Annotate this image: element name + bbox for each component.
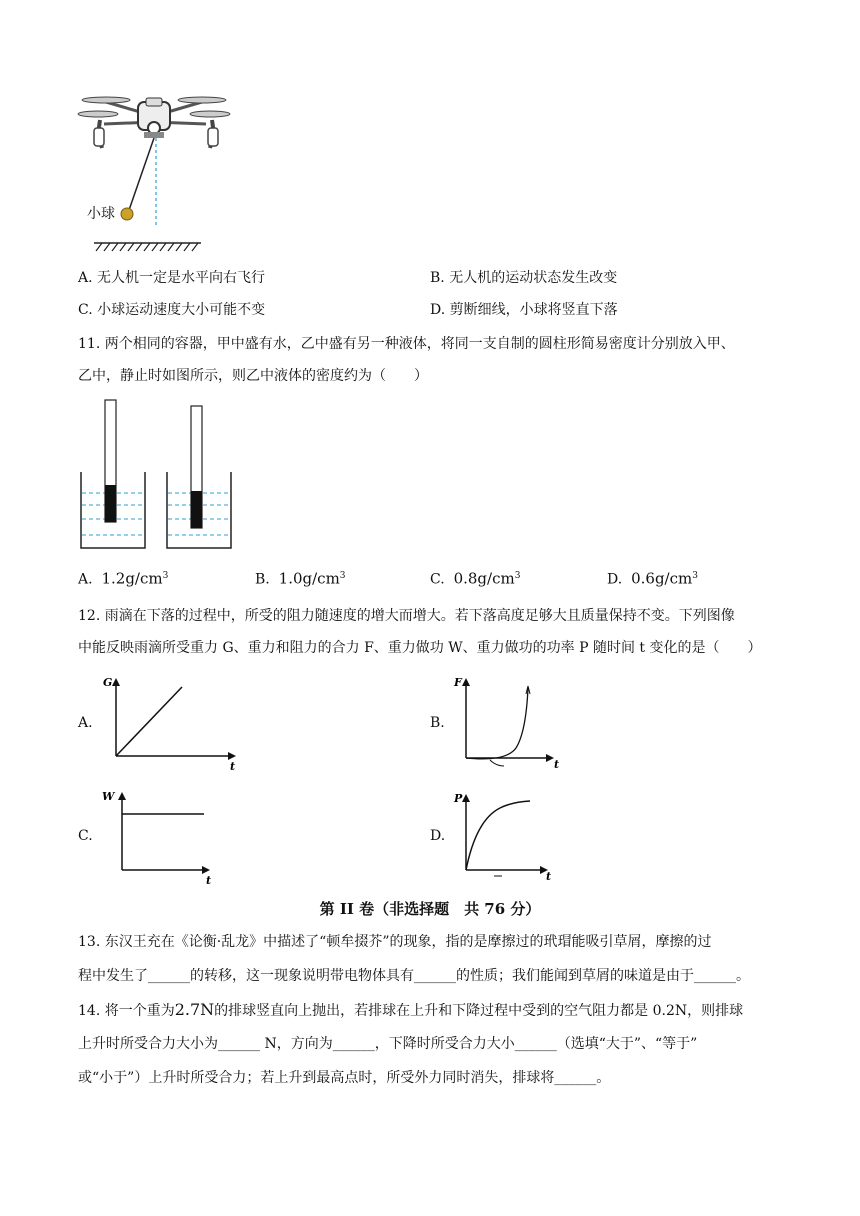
q11-stem-line2: 乙中，静止时如图所示，则乙中液体的密度约为（ ）: [78, 368, 428, 384]
q12-option-a-label[interactable]: A.: [78, 715, 93, 731]
graph-a-y-label: G: [103, 676, 113, 689]
graph-b-y-label: F: [454, 676, 462, 689]
q11-option-c[interactable]: C. $0.8g/cm^3$: [430, 569, 521, 588]
q10-option-d[interactable]: D. 剪断细线，小球将竖直下落: [430, 302, 618, 318]
q12-graph-c[interactable]: [98, 784, 218, 886]
graph-d-curve: [466, 801, 530, 870]
q13-line2: 程中发生了______的转移，这一现象说明带电物体具有______的性质；我们能闻到草屑的味道是由于______。: [78, 968, 750, 984]
q10-option-c[interactable]: C. 小球运动速度大小可能不变: [78, 302, 266, 318]
q12-option-b-label[interactable]: B.: [430, 715, 445, 731]
graph-c-y-label: W: [102, 790, 115, 803]
q12-stem-line2: 中能反映雨滴所受重力 G、重力和阻力的合力 F、重力做功 W、重力做功的功率 P 随时间 t 变化的是（ ）: [78, 640, 762, 656]
graph-d-y-label: P: [454, 792, 463, 805]
q10-option-b[interactable]: B. 无人机的运动状态发生改变: [430, 270, 618, 286]
q14-line3: 或“小于”）上升时所受合力；若上升到最高点时，所受外力同时消失，排球将______。: [78, 1070, 611, 1086]
container-jia: [81, 400, 145, 548]
q11-option-b[interactable]: B. $1.0g/cm^3$: [255, 569, 346, 588]
q12-graph-a[interactable]: [98, 672, 243, 772]
small-ball: [121, 208, 133, 220]
graph-b-curve: [466, 688, 528, 759]
q11-stem-line1: 11. 两个相同的容器，甲中盛有水，乙中盛有另一种液体，将同一支自制的圆柱形简易密度计分别放入甲、: [78, 336, 735, 352]
q12-option-d-label[interactable]: D.: [430, 828, 446, 844]
string-line: [128, 138, 154, 213]
graph-c-x-label: t: [206, 874, 212, 886]
ball-label: 小球: [87, 206, 115, 222]
graph-d-x-label: t: [546, 870, 552, 883]
graph-a-curve: [116, 687, 182, 756]
section-title: 第 II 卷（非选择题 共 76 分）: [319, 900, 541, 918]
q12-option-c-label[interactable]: C.: [78, 828, 93, 844]
q12-stem-line1: 12. 雨滴在下落的过程中，所受的阻力随速度的增大而增大。若下落高度足够大且质量保持不变。下列图像: [78, 608, 735, 624]
density-meter-figure: [76, 396, 238, 552]
q14-line2: 上升时所受合力大小为______ N，方向为______，下降时所受合力大小______（选填“大于”、“等于”: [78, 1036, 698, 1052]
graph-b-x-label: t: [554, 758, 560, 771]
drone-figure: [76, 88, 241, 256]
graph-a-x-label: t: [230, 760, 236, 772]
q14-line1: 14. 将一个重为2.7N的排球竖直向上抛出，若排球在上升和下降过程中受到的空气阻力都是 0.2N，则排球: [78, 1000, 744, 1019]
q11-option-a[interactable]: A. $1.2g/cm^3$: [78, 569, 169, 588]
q11-option-d[interactable]: D. $0.6g/cm^3$: [607, 569, 698, 588]
container-yi: [167, 406, 231, 548]
q12-graph-b[interactable]: [450, 672, 565, 772]
q10-option-a[interactable]: A. 无人机一定是水平向右飞行: [78, 270, 266, 286]
q13-line1: 13. 东汉王充在《论衡·乱龙》中描述了“顿牟掇芥”的现象，指的是摩擦过的玳瑁能吸引草屑，摩擦的过: [78, 934, 712, 950]
q12-graph-d[interactable]: [450, 784, 560, 886]
